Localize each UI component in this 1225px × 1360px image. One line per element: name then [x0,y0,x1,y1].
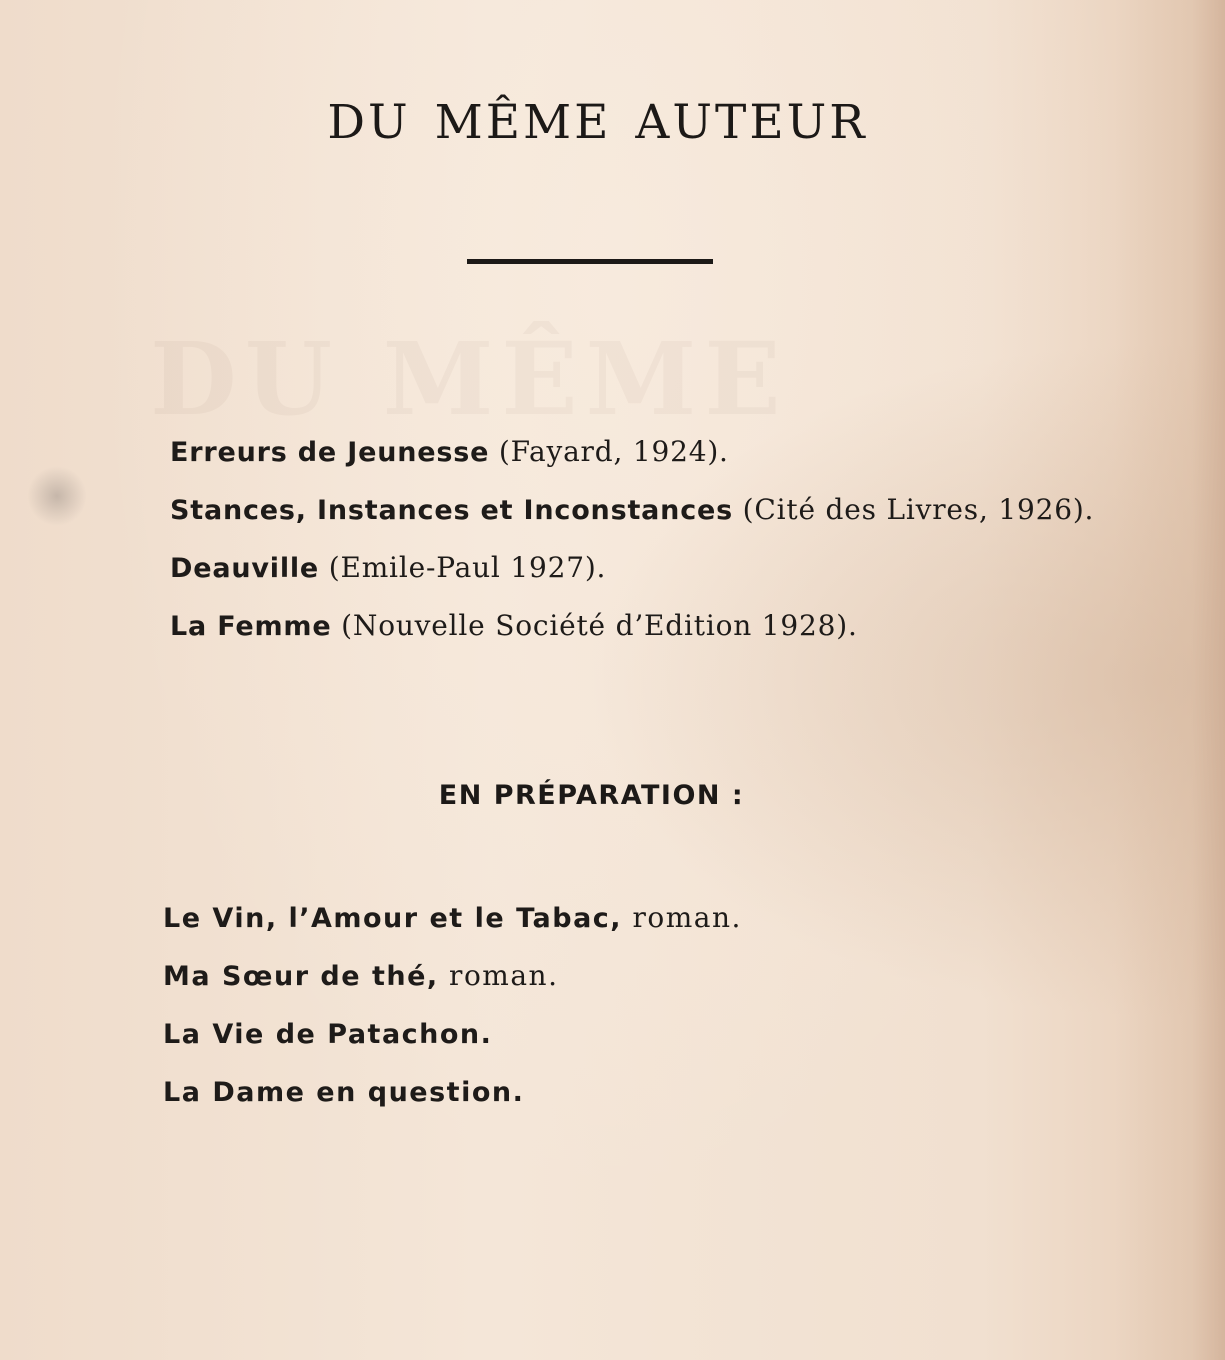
work-title: Stances, Instances et Inconstances [170,495,733,526]
title-rule [467,259,713,264]
ink-smudge [28,465,86,527]
work-publisher: (Fayard, 1924). [489,435,729,468]
list-item [170,432,1094,490]
page-title: DU MÊME AUTEUR [327,95,868,150]
work-publisher: (Nouvelle Société d’Edition 1928). [331,609,858,642]
prep-title: La Dame en question. [163,1077,525,1108]
work-title: La Femme [170,611,332,642]
prep-note: roman. [438,959,559,992]
prep-title: La Vie de Patachon. [163,1019,493,1050]
work-title: Erreurs de Jeunesse [170,437,490,468]
list-item [163,1014,742,1072]
prep-title: Ma Sœur de thé, [163,961,439,992]
prep-title: Le Vin, l’Amour et le Tabac, [163,903,623,934]
preparation-list [163,898,742,1130]
prep-note: roman. [622,901,742,934]
list-item [170,490,1094,548]
list-item [163,1072,742,1130]
list-item [170,548,1094,606]
work-publisher: (Emile-Paul 1927). [319,551,607,584]
work-publisher: (Cité des Livres, 1926). [732,493,1095,526]
show-through-text: DU MÊME [150,320,789,438]
works-list [170,432,1094,664]
list-item [163,956,742,1014]
list-item [163,898,742,956]
list-item [170,606,1094,664]
work-title: Deauville [170,553,320,584]
preparation-heading: EN PRÉPARATION : [438,780,745,811]
page-edge-shadow [1115,0,1225,1360]
